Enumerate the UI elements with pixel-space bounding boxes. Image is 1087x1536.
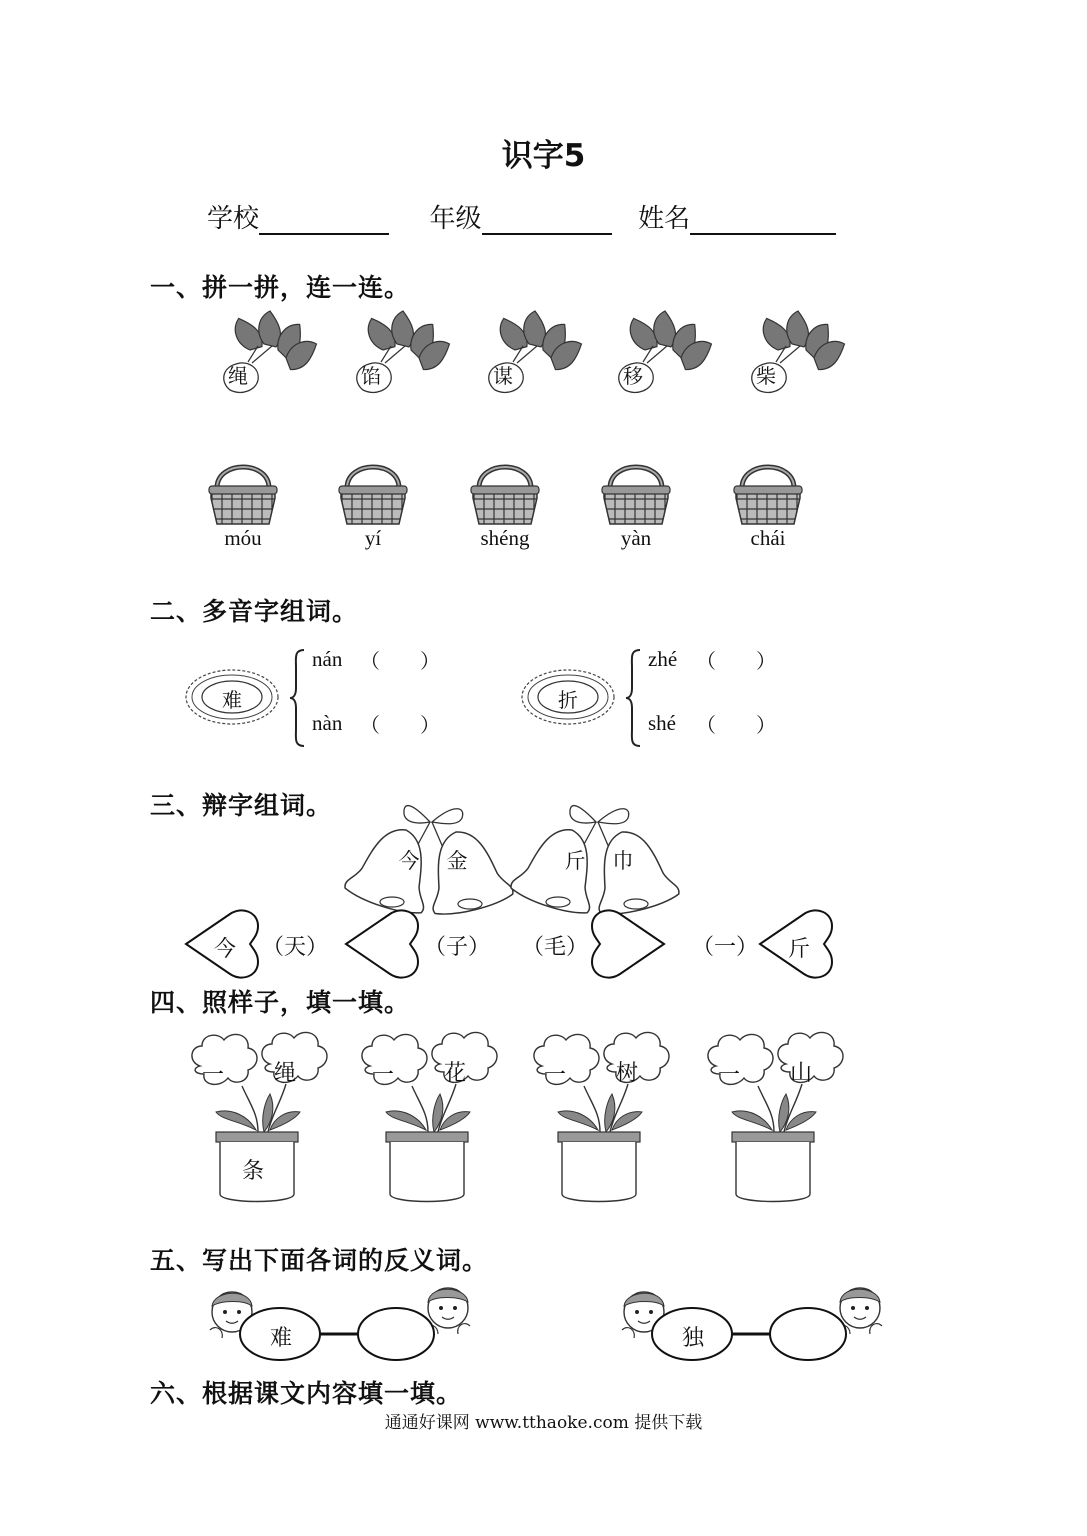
polyphone-char: 难	[222, 688, 242, 712]
basket-icon	[732, 454, 804, 530]
flower-left-char: 一	[371, 1063, 394, 1088]
flowerpot-icon	[528, 1028, 688, 1208]
section-5-heading: 五、写出下面各词的反义词。	[150, 1246, 489, 1275]
name-label: 姓名	[638, 204, 691, 234]
answer-paren-hint: （毛）	[522, 935, 589, 960]
info-line	[207, 198, 836, 235]
radish-char: 馅	[361, 364, 381, 388]
radish-char: 移	[623, 364, 643, 388]
section-4-heading: 四、照样子，填一填。	[150, 988, 411, 1017]
curly-brace	[624, 648, 644, 748]
footer-credit: 通通好课网 www.tthaoke.com 提供下载	[384, 1413, 703, 1433]
pinyin-reading: shé	[648, 711, 676, 735]
pinyin-label: chái	[750, 526, 786, 550]
section-3-heading: 三、辩字组词。	[150, 791, 333, 820]
basket-icon	[469, 454, 541, 530]
pinyin-label: móu	[224, 526, 262, 550]
flower-right-char: 山	[789, 1061, 812, 1086]
answer-paren-hint: （子）	[424, 935, 491, 960]
heart-icon	[344, 908, 420, 980]
pot-char: 条	[241, 1159, 264, 1184]
section-1-heading: 一、拼一拼，连一连。	[150, 273, 411, 302]
grade-blank[interactable]	[482, 203, 612, 235]
radish-char: 谋	[493, 364, 513, 388]
school-label: 学校	[207, 204, 260, 234]
flower-left-char: 一	[717, 1063, 740, 1088]
antonym-answer-bubble[interactable]	[772, 1310, 842, 1358]
bell-char: 斤	[564, 849, 586, 873]
basket-icon	[337, 454, 409, 530]
pinyin-label: yàn	[620, 526, 652, 550]
section-2-heading: 二、多音字组词。	[150, 597, 359, 626]
heart-char: 斤	[787, 937, 810, 962]
heart-char: 今	[213, 937, 236, 962]
flower-right-char: 绳	[273, 1061, 296, 1086]
page-title: 识字5	[501, 138, 586, 174]
flower-right-char: 花	[443, 1061, 466, 1086]
answer-paren: （ ）	[360, 649, 440, 673]
pinyin-label: yí	[364, 526, 382, 550]
heart-icon	[590, 908, 666, 980]
bell-char: 巾	[612, 849, 634, 873]
flowerpot-icon	[702, 1028, 862, 1208]
answer-paren-hint: （一）	[692, 935, 759, 960]
polyphone-char: 折	[558, 688, 578, 712]
flower-right-char: 树	[615, 1061, 638, 1086]
flowerpot-icon	[356, 1028, 516, 1208]
answer-paren: （ ）	[360, 713, 440, 737]
pinyin-reading: zhé	[648, 647, 678, 671]
flower-left-char: 一	[543, 1063, 566, 1088]
basket-icon	[600, 454, 672, 530]
radish-char: 绳	[228, 364, 248, 388]
pinyin-reading: nàn	[312, 711, 343, 735]
antonym-word: 独	[681, 1326, 704, 1351]
section-6-heading: 六、根据课文内容填一填。	[150, 1379, 463, 1408]
grade-label: 年级	[429, 204, 482, 234]
curly-brace	[288, 648, 308, 748]
pinyin-label: shéng	[480, 526, 530, 550]
bell-char: 今	[398, 849, 420, 873]
radish-char: 柴	[756, 364, 776, 388]
answer-paren: （ ）	[696, 713, 776, 737]
basket-icon	[207, 454, 279, 530]
pinyin-reading: nán	[312, 647, 343, 671]
antonym-word: 难	[269, 1326, 292, 1351]
answer-paren: （ ）	[696, 649, 776, 673]
bell-pair-icon	[358, 792, 504, 914]
answer-paren-hint: （天）	[262, 935, 329, 960]
flower-left-char: 一	[201, 1063, 224, 1088]
name-blank[interactable]	[690, 203, 836, 235]
bell-char: 金	[446, 849, 468, 873]
antonym-answer-bubble[interactable]	[360, 1310, 430, 1358]
school-blank[interactable]	[259, 203, 389, 235]
bell-pair-icon	[524, 792, 670, 914]
